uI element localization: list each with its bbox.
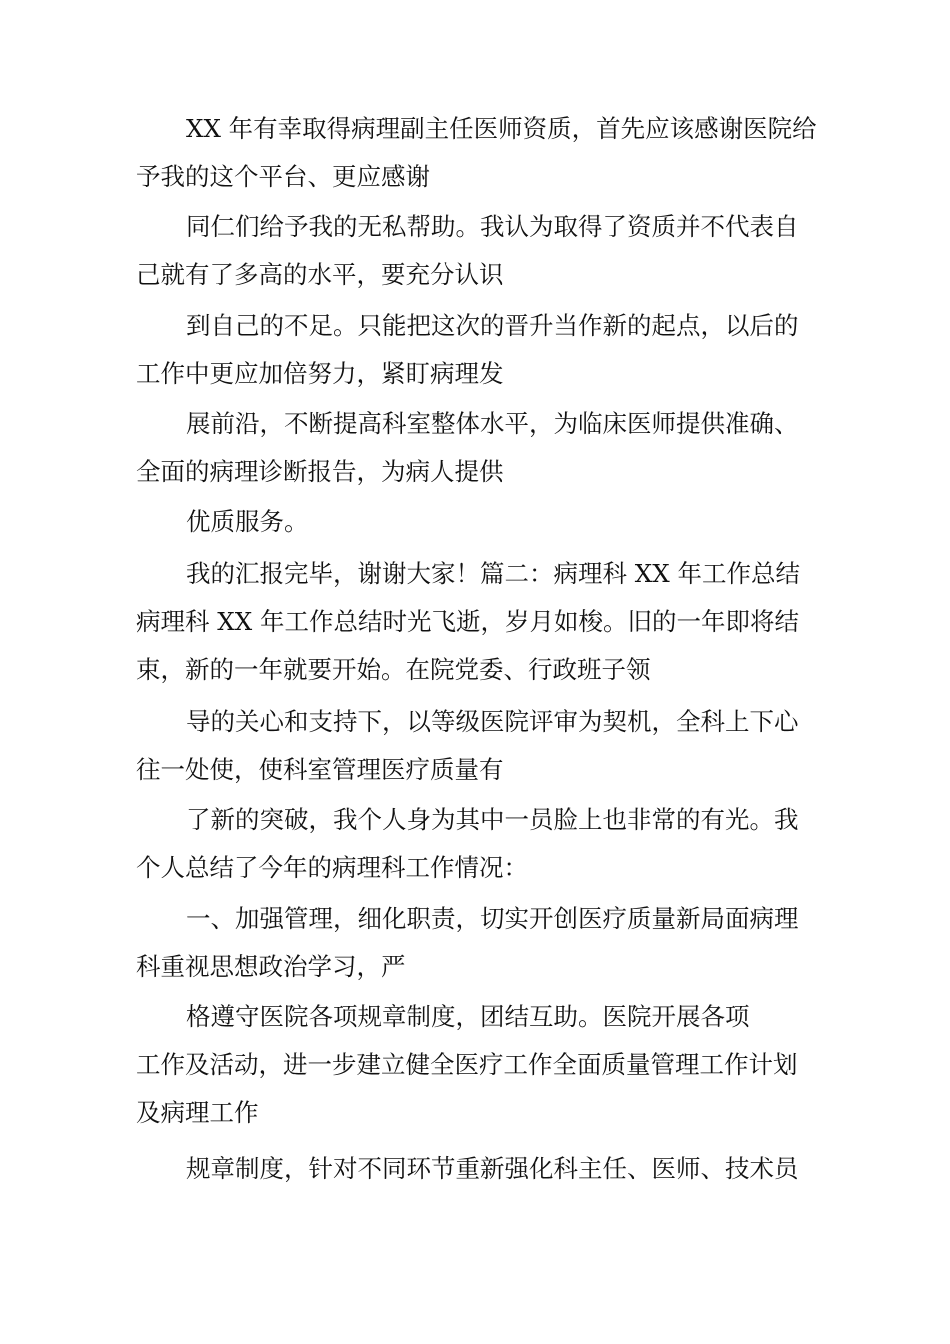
paragraph-line: 个人总结了今年的病理科工作情况： [136,853,528,882]
paragraph-line: 工作及活动，进一步建立健全医疗工作全面质量管理工作计划 [136,1050,798,1079]
paragraph-11 [136,1145,836,1193]
paragraph-line: 予我的这个平台、更应感谢 [136,162,430,191]
paragraph-line: 往一处使，使科室管理医疗质量有 [136,755,504,784]
paragraph-7 [136,698,836,794]
paragraph-line: 导的关心和支持下，以等级医院评审为契机，全科上下心 [186,707,799,736]
paragraph-4 [136,400,836,496]
paragraph-8 [136,796,836,892]
paragraph-line: 全面的病理诊断报告，为病人提供 [136,457,504,486]
paragraph-line: 我的汇报完毕，谢谢大家！篇二：病理科 XX 年工作总结 [186,559,800,588]
paragraph-line: 格遵守医院各项规章制度，团结互助。医院开展各项 [186,1002,750,1031]
paragraph-10 [136,993,836,1137]
paragraph-line: 规章制度，针对不同环节重新强化科主任、医师、技术员 [186,1154,799,1183]
paragraph-2 [136,203,836,299]
paragraph-line: 展前沿，不断提高科室整体水平，为临床医师提供准确、 [186,409,799,438]
paragraph-6 [136,550,836,694]
paragraph-line: 束，新的一年就要开始。在院党委、行政班子领 [136,655,651,684]
paragraph-line: 工作中更应加倍努力，紧盯病理发 [136,359,504,388]
paragraph-line: 到自己的不足。只能把这次的晋升当作新的起点，以后的 [186,311,799,340]
paragraph-line: 同仁们给予我的无私帮助。我认为取得了资质并不代表自 [186,212,799,241]
paragraph-line: XX 年有幸取得病理副主任医师资质，首先应该感谢医院给 [186,114,817,143]
paragraph-line: 己就有了多高的水平，要充分认识 [136,260,504,289]
paragraph-line: 一、加强管理，细化职责，切实开创医疗质量新局面病理 [186,904,799,933]
paragraph-3 [136,302,836,398]
paragraph-line: 科重视思想政治学习，严 [136,952,406,981]
paragraph-line: 优质服务。 [186,507,309,536]
paragraph-line: 病理科 XX 年工作总结时光飞逝，岁月如梭。旧的一年即将结 [136,607,799,636]
paragraph-1 [136,105,836,201]
paragraph-line: 了新的突破，我个人身为其中一员脸上也非常的有光。我 [186,805,799,834]
paragraph-9 [136,895,836,991]
paragraph-line: 及病理工作 [136,1098,259,1127]
paragraph-5 [136,498,836,546]
